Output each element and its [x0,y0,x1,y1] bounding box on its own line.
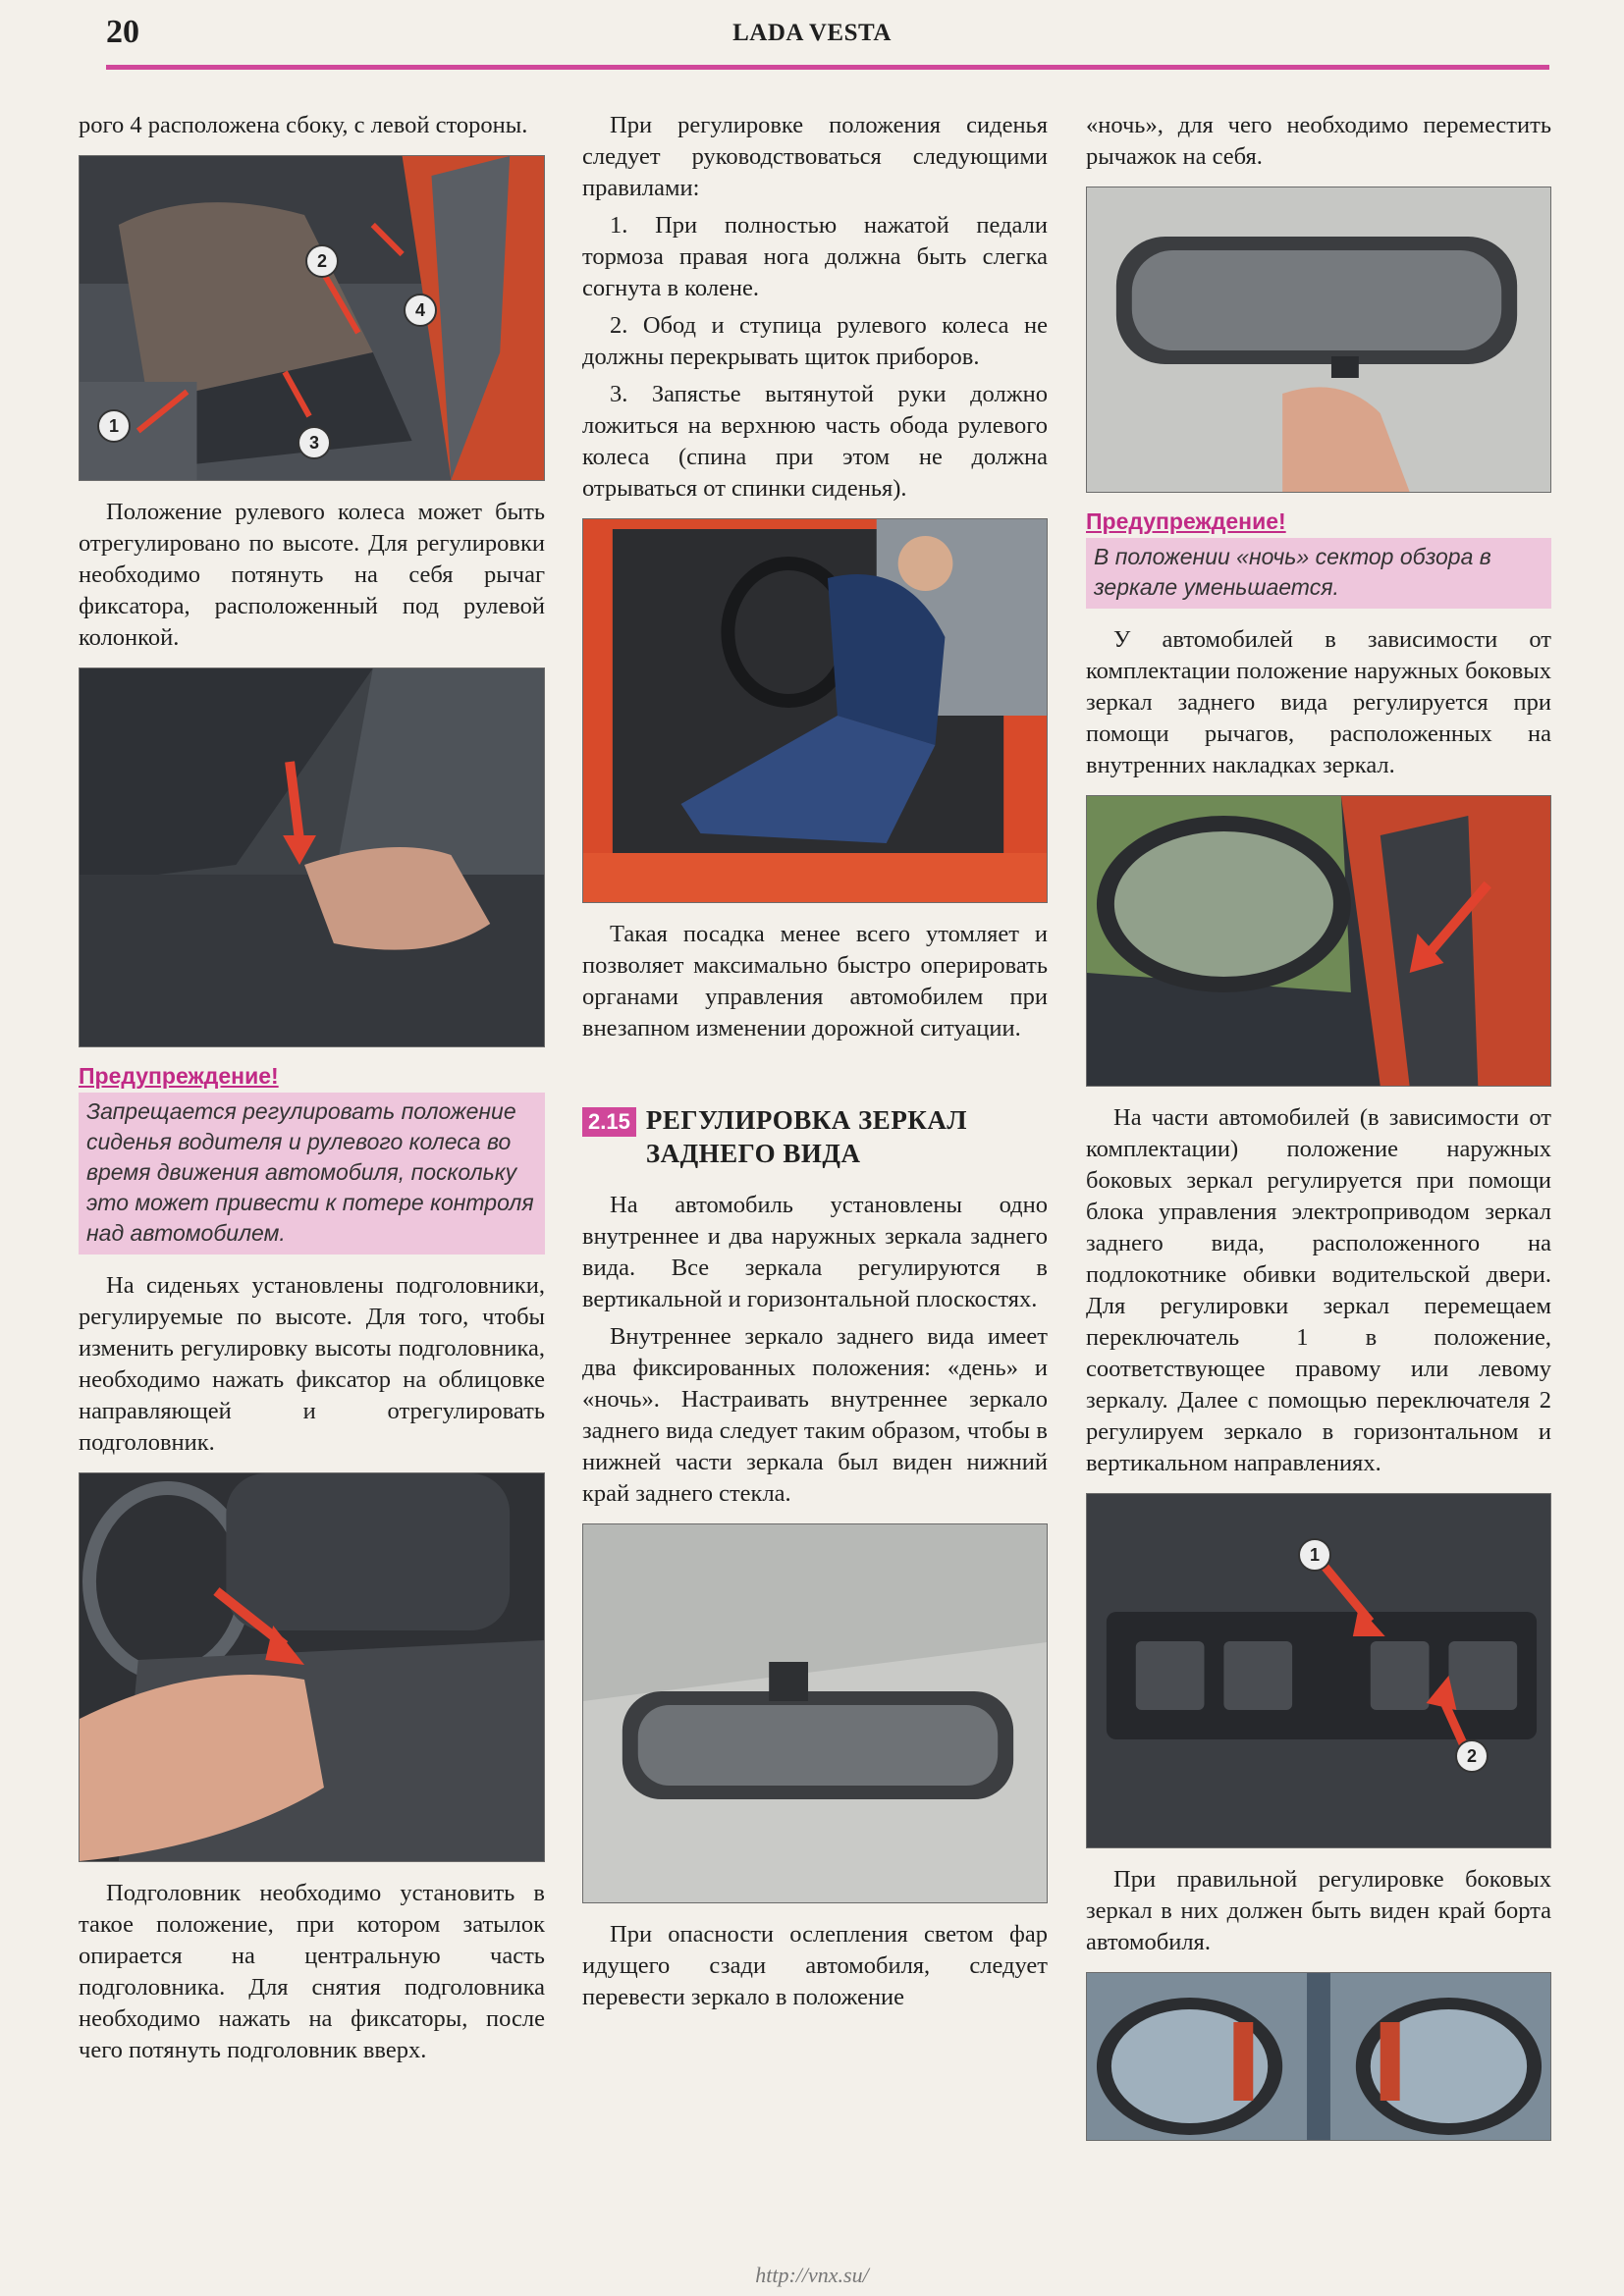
photo-steering-lever [79,667,545,1047]
paragraph: Подголовник необходимо установить в такое положение, при котором затылок опирается на центральную часть подголовника. Для снятия подголовника необходимо нажать на фиксаторы, после чего потянуть подголовник вверх. [79,1880,545,2063]
photo-mirror-control-block [1086,1493,1551,1848]
label-2: 2 [305,244,339,278]
paragraph: Внутреннее зеркало заднего вида имеет два фиксированных положения: «день» и «ночь». Настраивать внутреннее зеркало заднего вида следует таким образом, чтобы в нижней части зеркала был виден нижний край заднего стекла. [582,1323,1048,1507]
paragraph: «ночь», для чего необходимо переместить рычажок на себя. [1086,112,1551,170]
warning-block [79,1063,545,1255]
warning-text: В положении «ночь» сектор обзора в зеркале уменьшается. [1094,544,1491,600]
paragraph: Положение рулевого колеса может быть отрегулировано по высоте. Для регулировки необходимо потянуть на себя рычаг фиксатора, расположенный под рулевой колонкой. [79,499,545,651]
paragraph: У автомобилей в зависимости от комплектации положение наружных боковых зеркал заднего вида регулируется при помощи рычагов, расположенных на внутренних накладках зеркал. [1086,626,1551,778]
paragraph: рого 4 расположена сбоку, с левой стороны. [79,112,528,138]
photo-headrest [79,1472,545,1862]
photo-driver-seated [582,518,1048,903]
paragraph: На части автомобилей (в зависимости от комплектации) положение наружных боковых зеркал регулируется при помощи блока управления электроприводом зеркал заднего вида, расположенного на подлокотнике обивки водительской двери. Для регулировки зеркал перемещаем переключатель 1 в положение, соответствующее правому или левому зеркалу. Далее с помощью переключателя 2 регулируем зеркало в горизонтальном и вертикальном направлениях. [1086,1104,1551,1476]
section-heading [582,1103,1048,1170]
photo-seat-controls [79,155,545,481]
paragraph: При регулировке положения сиденья следует руководствоваться следующими правилами: [582,112,1048,201]
column-2 [582,110,1048,2019]
photo-interior-mirror [582,1523,1048,1903]
paragraph: При опасности ослепления светом фар идущего сзади автомобиля, следует перевести зеркало в положение [582,1921,1048,2010]
section-title: РЕГУЛИРОВКА ЗЕРКАЛ ЗАДНЕГО ВИДА [645,1105,968,1168]
warning-block [1086,508,1551,609]
warning-title: Предупреждение! [1086,508,1286,534]
rule-3: 3. Запястье вытянутой руки должно ложиться на верхнюю часть обода рулевого колеса (спина при этом не должна отрываться от спинки сиденья). [582,381,1048,502]
warning-box [1086,538,1551,609]
rule-2: 2. Обод и ступица рулевого колеса не должны перекрывать щиток приборов. [582,312,1048,370]
label-2: 2 [1455,1739,1489,1773]
label-1: 1 [1298,1538,1331,1572]
page-number: 20 [106,14,139,50]
running-title: LADA VESTA [732,20,892,46]
column-1 [79,110,545,2072]
paragraph: При правильной регулировке боковых зеркал в них должен быть виден край борта автомобиля. [1086,1866,1551,1955]
rule-1: 1. При полностью нажатой педали тормоза правая нога должна быть слегка согнута в колене. [582,212,1048,301]
header-rule [106,65,1549,70]
paragraph: Такая посадка менее всего утомляет и позволяет максимально быстро оперировать органами управления автомобилем при внезапном изменении дорожной ситуации. [582,921,1048,1041]
label-4: 4 [404,294,437,327]
paragraph: На сиденьях установлены подголовники, регулируемые по высоте. Для того, чтобы изменить регулировку высоты подголовника, необходимо нажать фиксатор на облицовке направляющей и отрегулировать подголовник. [79,1272,545,1456]
column-3 [1086,110,1551,2157]
warning-text: Запрещается регулировать положение сиденья водителя и рулевого колеса во время движения автомобиля, поскольку это может привести к потере контроля над автомобилем. [86,1098,534,1246]
label-1: 1 [97,409,131,443]
section-number: 2.15 [582,1107,636,1137]
warning-title: Предупреждение! [79,1063,279,1089]
photo-mirror-night-lever [1086,187,1551,493]
photo-mirrors-side-by-side [1086,1972,1551,2141]
footer-url: http://vnx.su/ [755,2263,869,2287]
paragraph: На автомобиль установлены одно внутреннее и два наружных зеркала заднего вида. Все зеркала регулируются в вертикальной и горизонтальной плоскостях. [582,1192,1048,1312]
warning-box [79,1093,545,1255]
label-3: 3 [298,426,331,459]
photo-side-mirror-lever [1086,795,1551,1087]
